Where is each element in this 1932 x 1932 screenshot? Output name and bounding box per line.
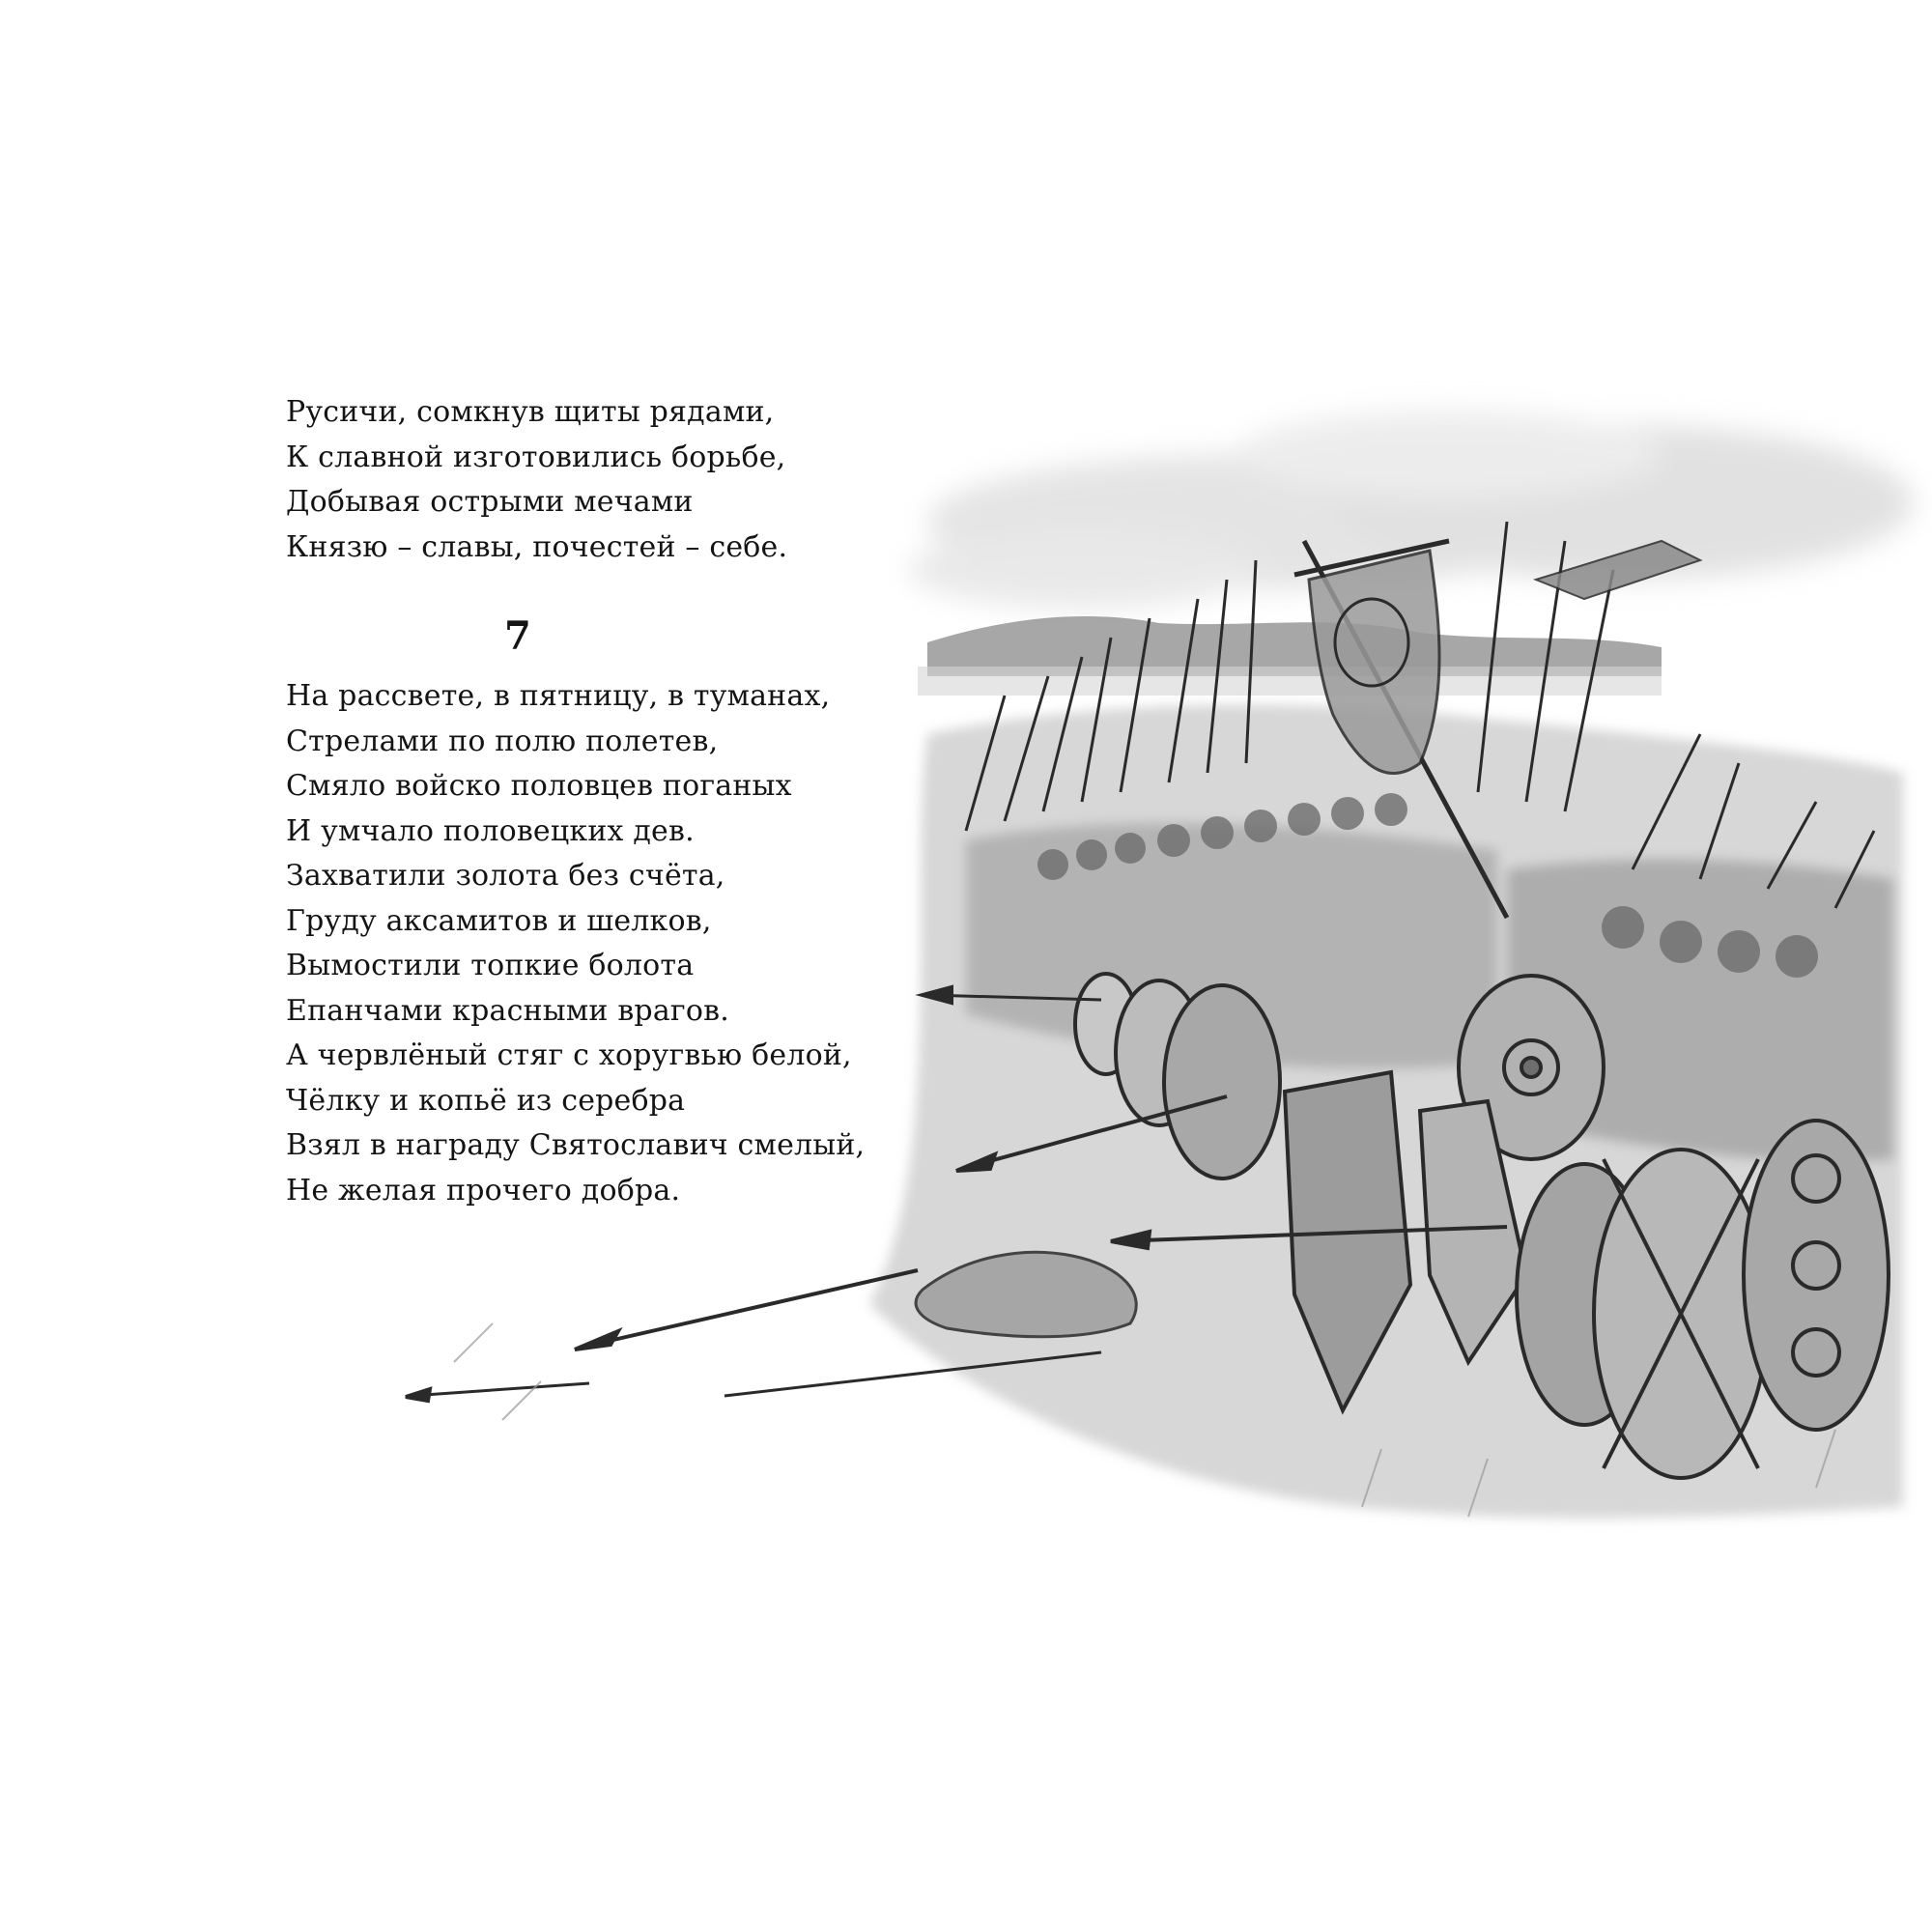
poem-line: И умчало половецких дев. — [286, 813, 695, 848]
poem-line: Епанчами красными врагов. — [286, 993, 729, 1028]
poem-line: Стрелами по полю полетев, — [286, 724, 719, 758]
poem-line: Русичи, сомкнув щиты рядами, — [286, 395, 775, 429]
poem-line: Взял в награду Святославич смелый, — [286, 1128, 866, 1162]
poem-line: Захватили золота без счёта, — [286, 859, 725, 893]
poem-line: Не желая прочего добра. — [286, 1173, 681, 1208]
stanza-1 — [286, 390, 904, 570]
poem-line: А червлёный стяг с хоругвью белой, — [286, 1038, 852, 1072]
section-number: 7 — [504, 613, 531, 659]
poem-line: Смяло войско половцев поганых — [286, 769, 792, 803]
poem-line: Груду аксамитов и шелков, — [286, 903, 712, 938]
poem-text — [286, 390, 904, 1213]
stanza-2 — [286, 674, 904, 1213]
poem-line: На рассвете, в пятницу, в туманах, — [286, 679, 831, 713]
poem-line: Добывая острыми мечами — [286, 485, 694, 519]
poem-line: Вымостили топкие болота — [286, 949, 695, 982]
poem-line: Князю – славы, почестей – себе. — [286, 529, 788, 564]
poem-line: Чёлку и копьё из серебра — [286, 1083, 686, 1118]
poem-line: К славной изготовились борьбе, — [286, 440, 786, 474]
